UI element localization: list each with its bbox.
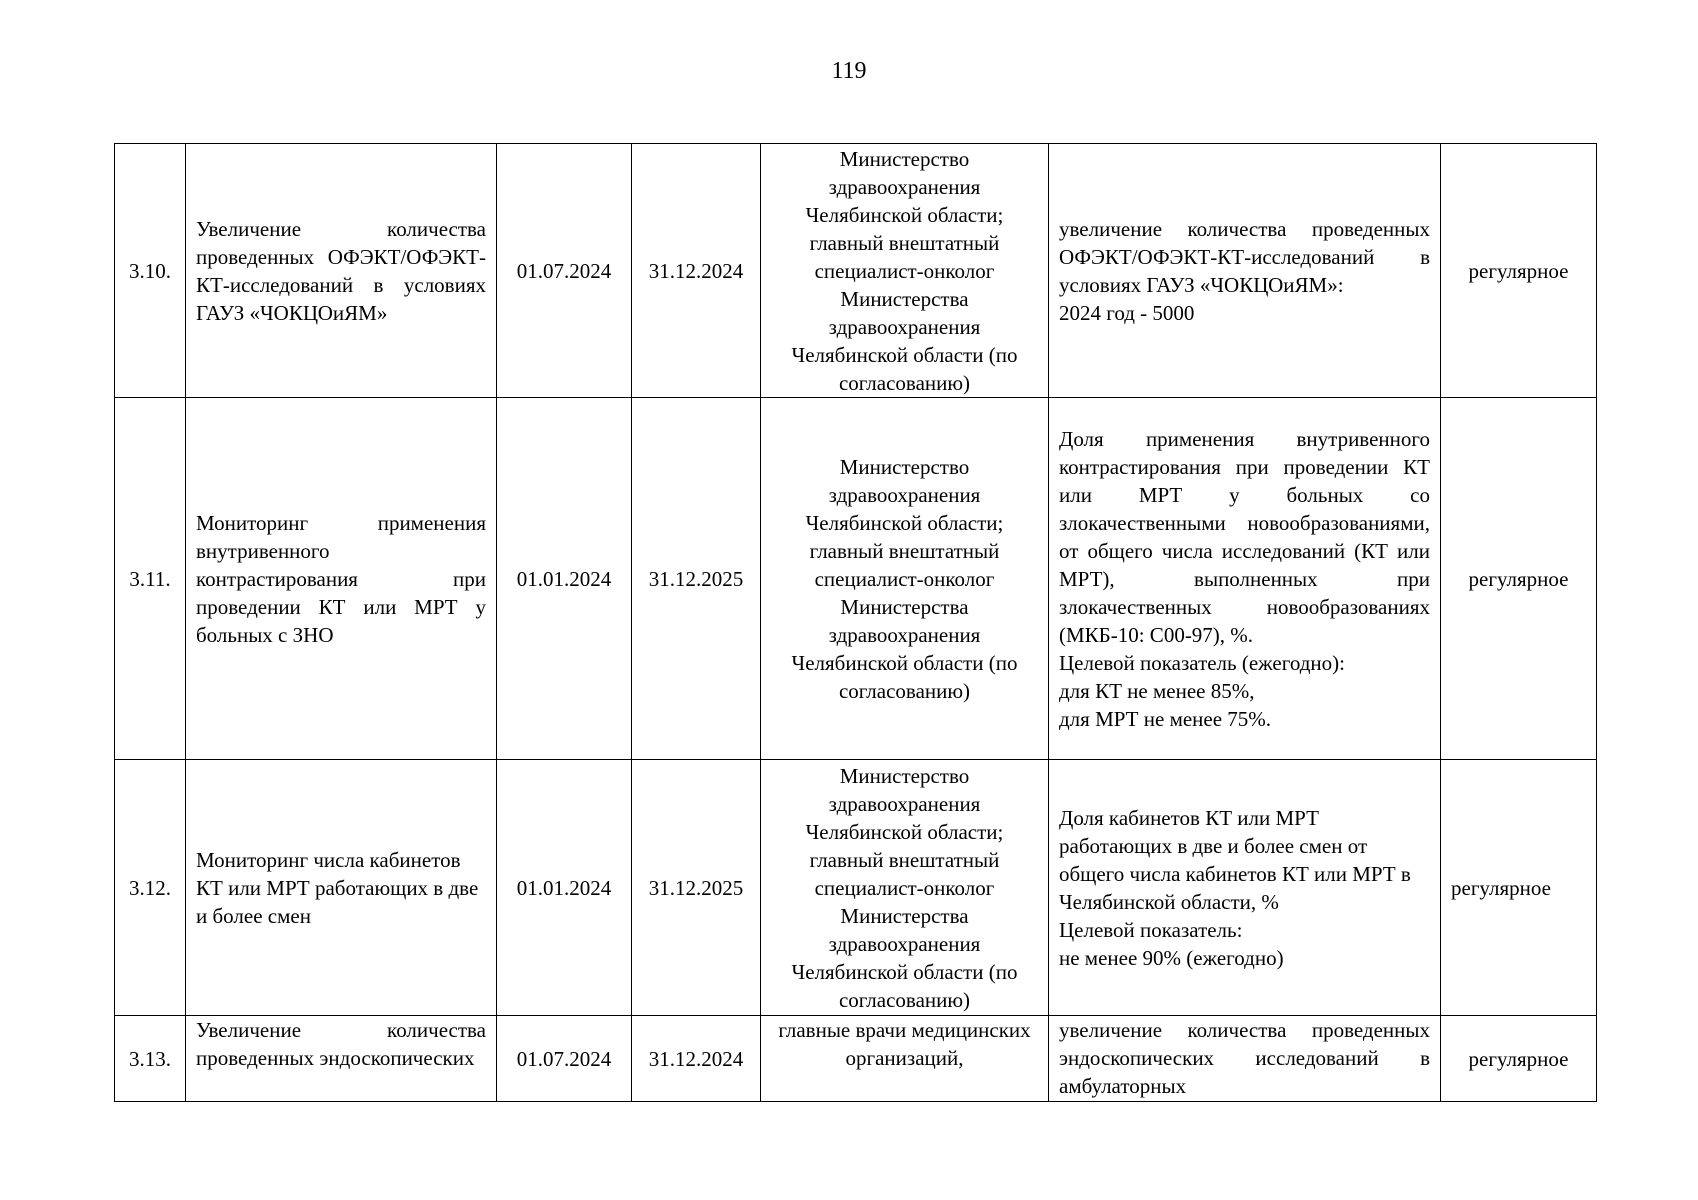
result-target-ct: для КТ не менее 85%, bbox=[1059, 678, 1255, 703]
result-target-mrt: для МРТ не менее 75%. bbox=[1059, 706, 1272, 731]
table-row bbox=[115, 760, 1597, 1016]
start-date: 01.01.2024 bbox=[497, 760, 632, 1016]
responsible: главные врачи медицинских организаций, bbox=[761, 1016, 1049, 1102]
activity-type: регулярное bbox=[1441, 1016, 1597, 1102]
activity-name: Мониторинг применения внутривенного контрастирования при проведении КТ или МРТ у больных с ЗНО bbox=[186, 398, 497, 760]
row-number: 3.11. bbox=[115, 398, 186, 760]
result-text: Доля применения внутривенного контрастирования при проведении КТ или МРТ у больных со злокачественными новообразованиями, от общего числа исследований (КТ или МРТ), выполненных при злокачественных новообразованиях (МКБ-10: С00-97), %. bbox=[1059, 426, 1436, 647]
activities-table bbox=[114, 143, 1597, 1102]
result-target-label: Целевой показатель (ежегодно): bbox=[1059, 650, 1345, 675]
row-number: 3.12. bbox=[115, 760, 186, 1016]
start-date: 01.07.2024 bbox=[497, 144, 632, 398]
table-row bbox=[115, 398, 1597, 760]
activity-type: регулярное bbox=[1441, 144, 1597, 398]
activity-name: Мониторинг числа кабинетов КТ или МРТ работающих в две и более смен bbox=[186, 760, 497, 1016]
end-date: 31.12.2024 bbox=[632, 1016, 761, 1102]
end-date: 31.12.2024 bbox=[632, 144, 761, 398]
activity-type: регулярное bbox=[1441, 398, 1597, 760]
responsible: Министерство здравоохранения Челябинской области; главный внештатный специалист-онколог Министерства здравоохранения Челябинской области (по согласованию) bbox=[761, 398, 1049, 760]
page-number: 119 bbox=[831, 58, 867, 84]
result-target-value: не менее 90% (ежегодно) bbox=[1059, 945, 1284, 970]
table-row bbox=[115, 1016, 1597, 1102]
expected-result bbox=[1049, 144, 1441, 398]
start-date: 01.07.2024 bbox=[497, 1016, 632, 1102]
row-number: 3.10. bbox=[115, 144, 186, 398]
responsible: Министерство здравоохранения Челябинской области; главный внештатный специалист-онколог Министерства здравоохранения Челябинской области (по согласованию) bbox=[761, 144, 1049, 398]
activity-type: регулярное bbox=[1441, 760, 1597, 1016]
activity-name: Увеличение количества проведенных ОФЭКТ/ОФЭКТ-КТ-исследований в условиях ГАУЗ «ЧОКЦОиЯМ» bbox=[186, 144, 497, 398]
result-target-label: Целевой показатель: bbox=[1059, 917, 1243, 942]
expected-result bbox=[1049, 398, 1441, 760]
result-target-value: 2024 год - 5000 bbox=[1059, 300, 1195, 325]
activity-name: Увеличение количества проведенных эндоскопических bbox=[186, 1016, 497, 1102]
expected-result bbox=[1049, 760, 1441, 1016]
result-text: увеличение количества проведенных ОФЭКТ/ОФЭКТ-КТ-исследований в условиях ГАУЗ «ЧОКЦОиЯМ»: bbox=[1059, 216, 1436, 297]
end-date: 31.12.2025 bbox=[632, 760, 761, 1016]
end-date: 31.12.2025 bbox=[632, 398, 761, 760]
table-row bbox=[115, 144, 1597, 398]
result-text: Доля кабинетов КТ или МРТ работающих в две и более смен от общего числа кабинетов КТ или МРТ в Челябинской области, % bbox=[1059, 805, 1417, 914]
expected-result: увеличение количества проведенных эндоскопических исследований в амбулаторных bbox=[1049, 1016, 1441, 1102]
row-number: 3.13. bbox=[115, 1016, 186, 1102]
start-date: 01.01.2024 bbox=[497, 398, 632, 760]
responsible: Министерство здравоохранения Челябинской области; главный внештатный специалист-онколог Министерства здравоохранения Челябинской области (по согласованию) bbox=[761, 760, 1049, 1016]
